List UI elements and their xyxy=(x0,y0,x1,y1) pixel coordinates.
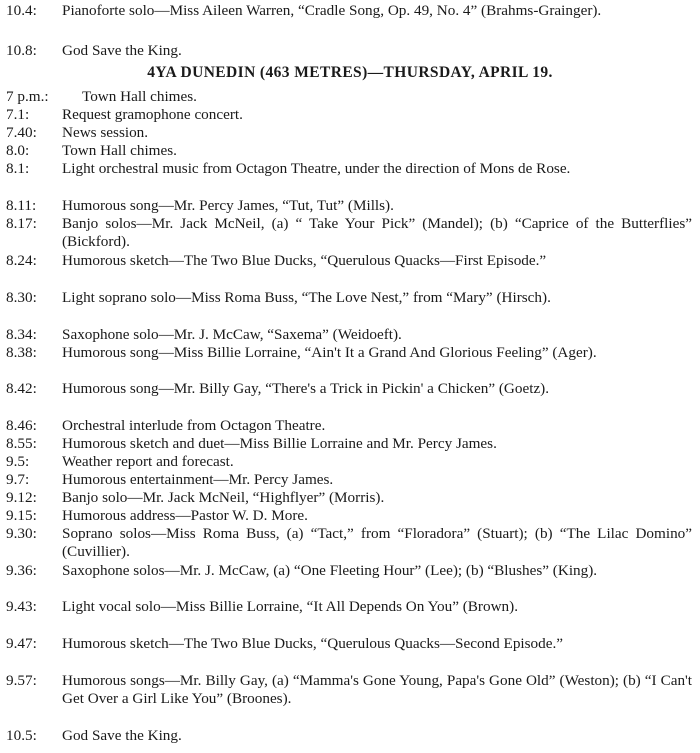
entry-text: God Save the King. xyxy=(62,42,182,59)
programme-entry xyxy=(6,88,692,106)
entry-text: Pianoforte solo—Miss Aileen Warren, “Cradle Song, Op. 49, No. 4” (Brahms-Grainger). xyxy=(62,2,602,19)
entry-time: 8.34: xyxy=(6,326,37,343)
entry-time: 9.43: xyxy=(6,598,37,615)
entry-text: News session. xyxy=(62,124,149,141)
entry-time: 9.5: xyxy=(6,453,30,470)
programme-entry xyxy=(6,124,692,142)
programme-entry xyxy=(6,471,692,489)
entry-text: Orchestral interlude from Octagon Theatre. xyxy=(62,417,326,434)
station-heading: 4YA DUNEDIN (463 METRES)—THURSDAY, APRIL 19. xyxy=(147,64,553,81)
programme-entry xyxy=(6,525,692,560)
entry-text: Light orchestral music from Octagon Theatre, under the direction of Mons de Rose. xyxy=(62,160,571,177)
entry-time: 9.47: xyxy=(6,635,37,652)
programme-entry xyxy=(6,598,692,616)
programme-entry xyxy=(6,417,692,435)
entry-time: 8.0: xyxy=(6,142,30,159)
entry-text: Saxophone solo—Mr. J. McCaw, “Saxema” (Weidoeft). xyxy=(62,326,402,343)
programme-entry xyxy=(6,344,692,362)
entry-time: 8.42: xyxy=(6,380,37,397)
entry-time: 10.8: xyxy=(6,42,37,59)
programme-entry xyxy=(6,507,692,525)
entry-text: Banjo solos—Mr. Jack McNeil, (a) “ Take Your Pick” (Mandel); (b) “Caprice of the Butterflies” (Bickford). xyxy=(62,215,692,250)
programme-entry xyxy=(6,2,692,20)
entry-time: 8.24: xyxy=(6,252,37,269)
entry-time: 10.5: xyxy=(6,727,37,744)
programme-entry xyxy=(6,252,692,270)
entry-time: 8.55: xyxy=(6,435,37,452)
programme-entry xyxy=(6,562,692,580)
entry-text: Banjo solo—Mr. Jack McNeil, “Highflyer” (Morris). xyxy=(62,489,385,506)
entry-text: Humorous song—Mr. Percy James, “Tut, Tut” (Mills). xyxy=(62,197,394,214)
programme-entry xyxy=(6,489,692,507)
programme-entry xyxy=(6,453,692,471)
programme-entry xyxy=(6,215,692,250)
entry-text: Humorous sketch and duet—Miss Billie Lorraine and Mr. Percy James. xyxy=(62,435,497,452)
entry-time: 8.11: xyxy=(6,197,37,214)
entry-time: 8.17: xyxy=(6,215,37,232)
programme-entry xyxy=(6,380,692,398)
entry-text: Humorous song—Miss Billie Lorraine, “Ain't It a Grand And Glorious Feeling” (Ager). xyxy=(62,344,597,361)
entry-time: 7.40: xyxy=(6,124,37,141)
programme-entry xyxy=(6,727,692,745)
entry-text: Weather report and forecast. xyxy=(62,453,234,470)
programme-entry xyxy=(6,635,692,653)
entry-text: Humorous sketch—The Two Blue Ducks, “Querulous Quacks—First Episode.” xyxy=(62,252,547,269)
entry-time: 8.38: xyxy=(6,344,37,361)
entry-text: Town Hall chimes. xyxy=(62,142,177,159)
entry-text: Light soprano solo—Miss Roma Buss, “The Love Nest,” from “Mary” (Hirsch). xyxy=(62,289,551,306)
entry-text: Humorous sketch—The Two Blue Ducks, “Querulous Quacks—Second Episode.” xyxy=(62,635,564,652)
entry-time: 8.30: xyxy=(6,289,37,306)
programme-entry xyxy=(6,326,692,344)
entry-time: 9.15: xyxy=(6,507,37,524)
programme-entry xyxy=(6,142,692,160)
entry-time: 9.30: xyxy=(6,525,37,542)
programme-entry xyxy=(6,160,692,178)
entry-time: 9.7: xyxy=(6,471,30,488)
entry-text: Town Hall chimes. xyxy=(82,88,197,105)
entry-text: Request gramophone concert. xyxy=(62,106,243,123)
entry-time: 8.46: xyxy=(6,417,37,434)
entry-text: Light vocal solo—Miss Billie Lorraine, “It All Depends On You” (Brown). xyxy=(62,598,518,615)
programme-entry xyxy=(6,289,692,307)
entry-time: 7.1: xyxy=(6,106,30,123)
programme-entry xyxy=(6,42,692,60)
entry-time: 10.4: xyxy=(6,2,37,19)
entry-text: Humorous address—Pastor W. D. More. xyxy=(62,507,308,524)
entry-time: 9.57: xyxy=(6,672,37,689)
entry-text: God Save the King. xyxy=(62,727,182,744)
programme-entry xyxy=(6,197,692,215)
entry-text: Soprano solos—Miss Roma Buss, (a) “Tact,” from “Floradora” (Stuart); (b) “The Lilac Domino” (Cuvillier). xyxy=(62,525,692,560)
entry-time: 9.36: xyxy=(6,562,37,579)
programme-entry xyxy=(6,435,692,453)
programme-entry xyxy=(6,106,692,124)
entry-time: 8.1: xyxy=(6,160,30,177)
entry-text: Humorous songs—Mr. Billy Gay, (a) “Mamma's Gone Young, Papa's Gone Old” (Weston); (b) “I Can't Get Over a Girl Like You” (Broones). xyxy=(62,672,692,707)
entry-time: 7 p.m.: xyxy=(6,88,49,105)
entry-text: Humorous entertainment—Mr. Percy James. xyxy=(62,471,334,488)
entry-text: Humorous song—Mr. Billy Gay, “There's a Trick in Pickin' a Chicken” (Goetz). xyxy=(62,380,550,397)
entry-text: Saxophone solos—Mr. J. McCaw, (a) “One Fleeting Hour” (Lee); (b) “Blushes” (King). xyxy=(62,562,598,579)
entry-time: 9.12: xyxy=(6,489,37,506)
programme-entry xyxy=(6,672,692,707)
